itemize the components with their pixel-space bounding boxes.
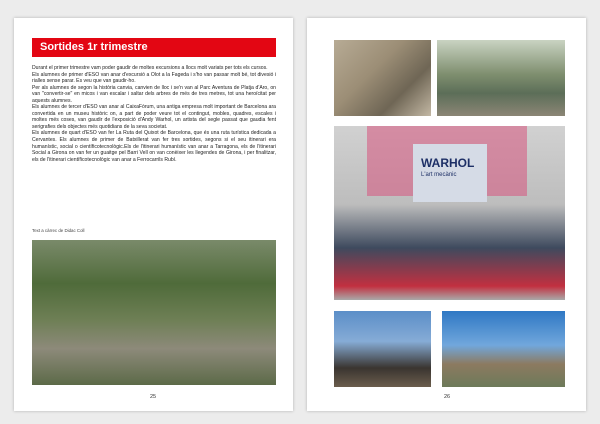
right-page bbox=[307, 18, 586, 411]
left-page bbox=[14, 18, 293, 411]
aqueduct-photo bbox=[442, 311, 565, 387]
paragraph-3: Per als alumnes de segon la història canvia, canvien de lloc i se'n van al Parc Aventura de Platja d'Aro, on van "convertir-se" en micos i van escalar i saltar dels arbres de més de tres metres, tot una heroïcitat per aquests alumnes. bbox=[32, 84, 276, 104]
paragraph-5: Els alumnes de quart d'ESO van fer La Ruta del Quixot de Barcelona, que és una ruta turística dedicada a Cervantes. Els alumnes de primer de Batxillerat van fer tres sortides, segons si el seu itinerari era humanístic, social o científicotecnològic.Els de l'itinerari humanístic van anar a Tarragona, els de l'itinerari Social a Girona on van fer un guaitge pel Barri Vell on van conèixer les llegendes de Girona, i per finalitzar, els de l'itinerari científicotecnològic van anar a Ferrocarrils Rubí. bbox=[32, 130, 276, 163]
park-group-photo bbox=[437, 40, 565, 116]
climbing-photo bbox=[334, 40, 431, 116]
page-number-right: 26 bbox=[443, 394, 451, 400]
paragraph-1: Durant el primer trimestre vam poder gaudir de moltes excursions a llocs molt variats per tots els cursos. bbox=[32, 65, 268, 71]
page-number-left: 25 bbox=[149, 394, 157, 400]
warhol-sign-subtitle: L'art mecànic bbox=[421, 172, 457, 178]
section-title: Sortides 1r trimestre bbox=[32, 38, 276, 57]
article-body bbox=[32, 65, 276, 163]
paragraph-4: Els alumnes de tercer d'ESO van anar al CaixaFòrum, una antiga empresa molt important de Barcelona ara convertida en un museu històric on, a part de poder veure tot el contingut, mobles, quadres, escales i moltes més coses, van gaudir de l'exposició d'Andy Warhol, un artista del segle passat que gaudia fent serigrafies dels objectes més quotidians de la seva societat. bbox=[32, 104, 276, 130]
warhol-sign-title: WARHOL bbox=[421, 156, 475, 170]
group-sky-photo bbox=[334, 311, 431, 387]
courtyard-photo bbox=[32, 240, 276, 385]
paragraph-2: Els alumnes de primer d'ESO van anar d'excursió a Olot a la Fageda i s'ho van passar molt bé, tot divesió i rialles sense parar. Es veu que van gaudir-ho. bbox=[32, 71, 276, 85]
author-credit: Text a càrrec de Didac Coll bbox=[32, 228, 85, 233]
